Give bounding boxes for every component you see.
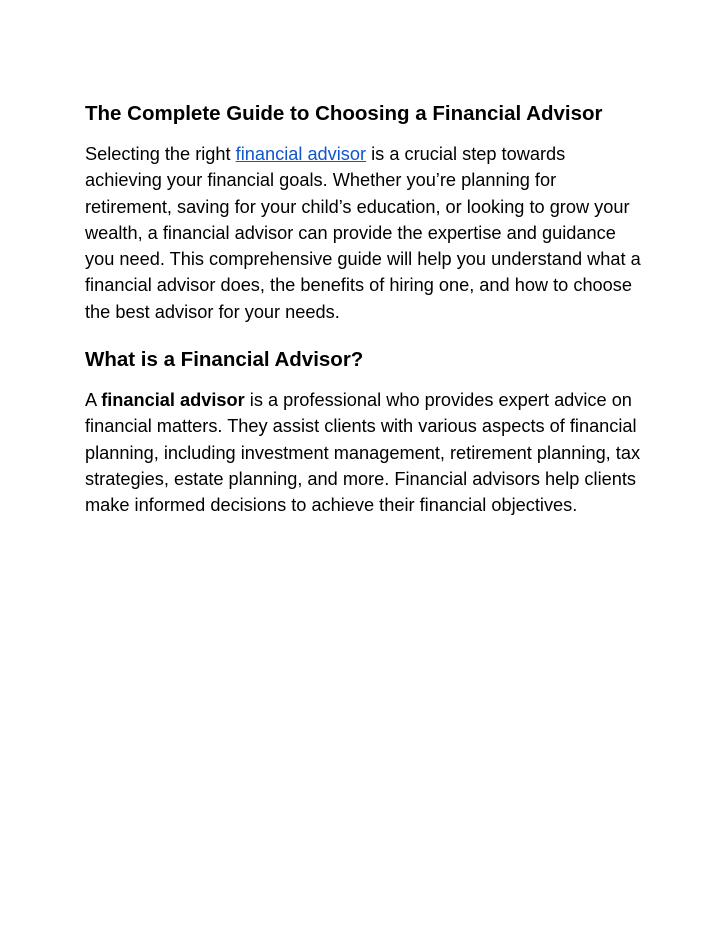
intro-text-before-link: Selecting the right — [85, 144, 236, 164]
document-page — [85, 100, 645, 519]
definition-bold-term: financial advisor — [101, 390, 245, 411]
definition-paragraph — [85, 387, 645, 518]
document-title: The Complete Guide to Choosing a Financial Advisor — [85, 102, 603, 125]
intro-text-after-link: is a crucial step towards achieving your financial goals. Whether you’re planning for retirement, saving for your child’s education, or looking to grow your wealth, a financial advisor can provide the expertise and guidance you need. This comprehensive guide will help you understand what a financial advisor does, the benefits of hiring one, and how to choose the best advisor for your needs. — [85, 144, 641, 322]
financial-advisor-link[interactable]: financial advisor — [235, 144, 367, 164]
section-heading-what-is: What is a Financial Advisor? — [85, 348, 364, 372]
definition-text-after-bold: is a professional who provides expert advice on financial matters. They assist clients with various aspects of financial planning, including investment management, retirement planning, tax strategies, estate planning, and more. Financial advisors help clients make informed decisions to achieve their financial objectives. — [85, 390, 641, 516]
definition-text-before-bold: A — [85, 390, 102, 411]
intro-paragraph — [85, 141, 645, 325]
